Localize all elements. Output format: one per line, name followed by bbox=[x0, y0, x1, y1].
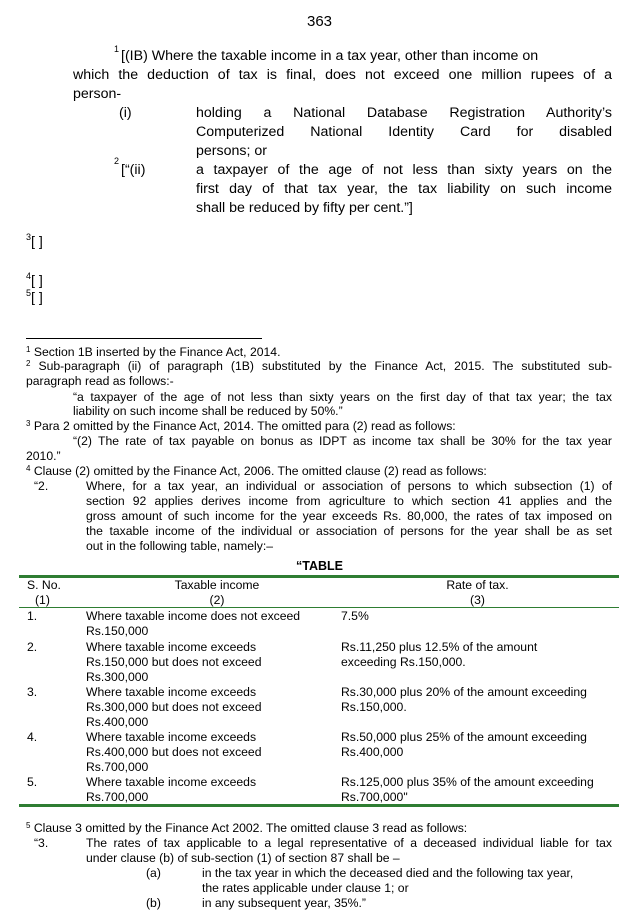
omission-3-brackets: [ ] bbox=[31, 234, 43, 250]
footnote-3 bbox=[26, 419, 456, 435]
item-i-line-1: holding a National Database Registration Authority’s bbox=[196, 105, 612, 121]
table-header-rule bbox=[19, 607, 619, 608]
footnote-5 bbox=[26, 821, 467, 837]
omission-5 bbox=[26, 290, 43, 307]
row5-income-1: Where taxable income exceeds bbox=[86, 775, 257, 789]
row2-income-3: Rs.300,000 bbox=[86, 670, 149, 684]
fn5-clause-line-1: The rates of tax applicable to a legal representative of a deceased individual liable for tax bbox=[86, 836, 612, 850]
item-ii-line-2: first day of that tax year, the tax liability on such income bbox=[196, 181, 612, 197]
omission-5-brackets: [ ] bbox=[31, 290, 43, 306]
para-footnote-marker bbox=[114, 46, 119, 63]
row3-income-1: Where taxable income exceeds bbox=[86, 685, 257, 699]
row1-rate-1: 7.5% bbox=[341, 609, 369, 623]
fn5-a-line-1: in the tax year in which the deceased died and the following tax year, bbox=[202, 866, 574, 880]
row2-sno: 2. bbox=[27, 640, 38, 654]
row3-income-3: Rs.400,000 bbox=[86, 715, 149, 729]
item-i-line-2: Computerized National Identity Card for disabled bbox=[196, 124, 612, 140]
item-ii-line-3: shall be reduced by fifty per cent.”] bbox=[196, 200, 413, 216]
footnote-4 bbox=[26, 464, 487, 480]
fn2-quote-line-1: “a taxpayer of the age of not less than sixty years on the first day of that tax year; the tax bbox=[73, 390, 612, 404]
table-header-num-3: (3) bbox=[470, 593, 485, 607]
row4-income-3: Rs.700,000 bbox=[86, 760, 149, 774]
fn3-text: Para 2 omitted by the Finance Act, 2014. The omitted para (2) read as follows: bbox=[33, 419, 456, 433]
fn1-text: Section 1B inserted by the Finance Act, 2014. bbox=[33, 345, 281, 359]
omission-4-sup: 4 bbox=[26, 271, 32, 281]
para-line-1: [(IB) Where the taxable income in a tax year, other than income on bbox=[121, 48, 539, 64]
table-title: “TABLE bbox=[296, 559, 343, 573]
fn4-marker: 4 bbox=[26, 464, 31, 473]
fn4-clause-line-2: section 92 applies derives income from agriculture to which section 41 applies and the bbox=[86, 494, 612, 508]
table-header-num-2: (2) bbox=[209, 593, 225, 607]
footnote-2-line-2: paragraph read as follows:- bbox=[26, 374, 174, 388]
footnote-2-line-1 bbox=[26, 359, 612, 375]
row1-income-1: Where taxable income does not exceed bbox=[86, 609, 301, 623]
row5-rate-1: Rs.125,000 plus 35% of the amount exceeding bbox=[341, 775, 594, 789]
fn4-clause-line-5: out in the following table, namely:– bbox=[86, 539, 273, 553]
fn4-clause-line-1: Where, for a tax year, an individual or association of persons to which subsection (1) of bbox=[86, 479, 612, 493]
fn4-text: Clause (2) omitted by the Finance Act, 2006. The omitted clause (2) read as follows: bbox=[33, 464, 487, 478]
row2-income-2: Rs.150,000 but does not exceed bbox=[86, 655, 262, 669]
fn1-marker: 1 bbox=[26, 345, 31, 354]
fn5-a-line-2: the rates applicable under clause 1; or bbox=[202, 881, 409, 895]
fn5-b-line-1: in any subsequent year, 35%.” bbox=[202, 896, 366, 910]
row5-income-2: Rs.700,000 bbox=[86, 790, 149, 804]
item-i-line-3: persons; or bbox=[196, 143, 267, 159]
item-ii-line-1: a taxpayer of the age of not less than sixty years on the bbox=[196, 162, 612, 178]
table-header-rate: Rate of tax. bbox=[446, 578, 509, 592]
para-line-3: person- bbox=[73, 86, 122, 102]
page-number: 363 bbox=[306, 13, 333, 30]
superscript-2: 2 bbox=[114, 156, 120, 166]
fn3-quote-line-1: “(2) The rate of tax payable on bonus as IDPT as income tax shall be 30% for the tax year bbox=[73, 434, 612, 448]
omission-5-sup: 5 bbox=[26, 288, 32, 298]
row5-sno: 5. bbox=[27, 775, 38, 789]
item-ii-label: [“(ii) bbox=[121, 162, 146, 178]
row4-sno: 4. bbox=[27, 730, 38, 744]
footnote-separator bbox=[26, 338, 262, 339]
row2-rate-2: exceeding Rs.150,000. bbox=[341, 655, 466, 669]
fn5-clause-label: “3. bbox=[34, 836, 49, 850]
fn2-marker: 2 bbox=[26, 359, 31, 368]
fn3-quote-line-2: 2010.” bbox=[26, 449, 61, 463]
fn2-line-1: Sub-paragraph (ii) of paragraph (1B) substituted by the Finance Act, 2015. The substituted sub- bbox=[38, 359, 613, 373]
fn5-a-label: (a) bbox=[146, 866, 161, 880]
fn5-text: Clause 3 omitted by the Finance Act 2002. The omitted clause 3 read as follows: bbox=[33, 821, 468, 835]
row2-income-1: Where taxable income exceeds bbox=[86, 640, 257, 654]
row3-rate-2: Rs.150,000. bbox=[341, 700, 407, 714]
table-header-num-1: (1) bbox=[35, 593, 50, 607]
fn4-clause-line-3: gross amount of such income for the year exceeds Rs. 80,000, the rates of tax imposed on bbox=[86, 509, 612, 523]
item-ii-marker bbox=[114, 158, 119, 175]
fn5-clause-line-2: under clause (b) of sub-section (1) of section 87 shall be – bbox=[86, 851, 400, 865]
omission-3-sup: 3 bbox=[26, 232, 32, 242]
fn3-marker: 3 bbox=[26, 419, 31, 428]
row4-income-1: Where taxable income exceeds bbox=[86, 730, 257, 744]
para-line-2: which the deduction of tax is final, does not exceed one million rupees of a bbox=[73, 67, 612, 83]
table-header-sno: S. No. bbox=[27, 578, 61, 592]
row1-income-2: Rs.150,000 bbox=[86, 624, 149, 638]
row3-rate-1: Rs.30,000 plus 20% of the amount exceeding bbox=[341, 685, 587, 699]
table-bottom-rule bbox=[19, 804, 619, 807]
table-header-income: Taxable income bbox=[174, 578, 260, 592]
omission-3 bbox=[26, 234, 43, 251]
superscript-1: 1 bbox=[114, 44, 120, 54]
row5-rate-2: Rs.700,000" bbox=[341, 790, 408, 804]
omission-4-brackets: [ ] bbox=[31, 273, 43, 289]
row1-sno: 1. bbox=[27, 609, 38, 623]
row4-rate-2: Rs.400,000 bbox=[341, 745, 404, 759]
row3-income-2: Rs.300,000 but does not exceed bbox=[86, 700, 262, 714]
fn2-quote-line-2: liability on such income shall be reduced by 50%.” bbox=[73, 404, 343, 418]
row3-sno: 3. bbox=[27, 685, 38, 699]
fn4-clause-line-4: the taxable income of the individual or association of persons for the year shall be as set bbox=[86, 524, 612, 538]
row4-rate-1: Rs.50,000 plus 25% of the amount exceeding bbox=[341, 730, 587, 744]
row2-rate-1: Rs.11,250 plus 12.5% of the amount bbox=[341, 640, 538, 654]
fn5-marker: 5 bbox=[26, 821, 31, 830]
fn4-clause-label: “2. bbox=[34, 479, 49, 493]
item-i-label: (i) bbox=[119, 105, 132, 121]
fn5-b-label: (b) bbox=[146, 896, 161, 910]
row4-income-2: Rs.400,000 but does not exceed bbox=[86, 745, 262, 759]
